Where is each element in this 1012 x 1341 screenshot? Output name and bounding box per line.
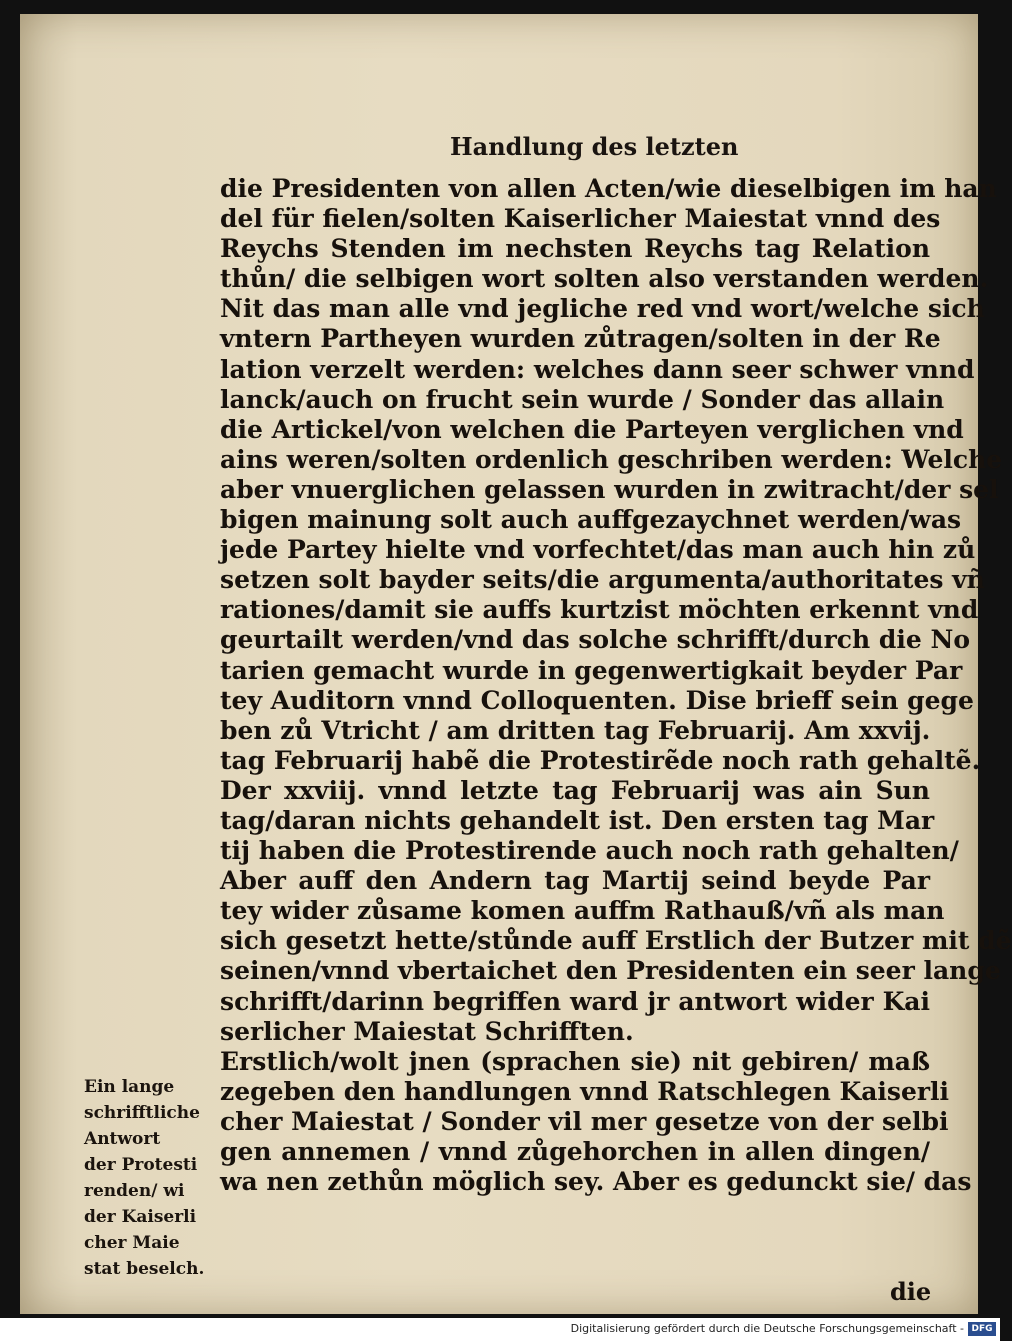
body-line: Der xxviij. vnnd letzte tag Februarij was ain Sun [220, 775, 930, 805]
body-line: seinen/vnnd vbertaichet den Presidenten ein seer lange [220, 956, 1001, 986]
body-text [220, 174, 1012, 1197]
catchword: die [890, 1277, 932, 1306]
margin-note-line: der Kaiserli [84, 1207, 197, 1227]
body-line: tag Februarij habẽ die Protestirẽde noch rath gehaltẽ. [220, 745, 981, 775]
margin-note-line: Antwort [84, 1129, 161, 1149]
body-line: rationes/damit sie auffs kurtzist möchten erkennt vnd [220, 595, 979, 625]
margin-note-line: schrifftliche [84, 1103, 200, 1123]
funding-notice: Digitalisierung gefördert durch die Deutsche Forschungsgemeinschaft - [570, 1322, 964, 1335]
body-line: lation verzelt werden: welches dann seer schwer vnnd [220, 354, 975, 384]
body-line: tij haben die Protestirende auch noch rath gehalten/ [220, 836, 959, 866]
margin-note-line: der Protesti [84, 1155, 198, 1175]
body-line: sich gesetzt hette/stůnde auff Erstlich der Butzer mit dẽ [220, 926, 1012, 956]
body-line: jede Partey hielte vnd vorfechtet/das man auch hin zů [220, 535, 976, 565]
body-line: tarien gemacht wurde in gegenwertigkait beyder Par [220, 655, 963, 685]
body-line: vntern Partheyen wurden zůtragen/solten in der Re [220, 324, 941, 354]
body-line: schrifft/darinn begriffen ward jr antwort wider Kai [220, 986, 930, 1016]
dfg-logo-icon: DFG [968, 1322, 996, 1336]
footer-bar [0, 1318, 1000, 1341]
body-line: aber vnuerglichen gelassen wurden in zwitracht/der sel [220, 474, 999, 504]
body-line: thůn/ die selbigen wort solten also verstanden werden. [220, 264, 989, 294]
book-page [20, 14, 1012, 1314]
body-line: bigen mainung solt auch auffgezaychnet werden/was [220, 505, 962, 535]
body-line: Aber auff den Andern tag Martij seind beyde Par [220, 866, 930, 896]
margin-note-line: cher Maie [84, 1233, 180, 1253]
body-line: Nit das man alle vnd jegliche red vnd wort/welche sich [220, 294, 985, 324]
body-line: Reychs Stenden im nechsten Reychs tag Relation [220, 234, 930, 264]
body-line: zegeben den handlungen vnnd Ratschlegen Kaiserli [220, 1076, 950, 1106]
body-line: die Artickel/von welchen die Parteyen verglichen vnd [220, 414, 964, 444]
margin-note [84, 1074, 219, 1282]
body-line: geurtailt werden/vnd das solche schrifft/durch die No [220, 625, 970, 655]
body-line: wa nen zethůn möglich sey. Aber es gedunckt sie/ das [220, 1167, 972, 1197]
body-line: del für fielen/solten Kaiserlicher Maiestat vnnd des [220, 204, 941, 234]
body-line: ben zů Vtricht / am dritten tag Februarij. Am xxvij. [220, 715, 931, 745]
body-line: gen annemen / vnnd zůgehorchen in allen dingen/ [220, 1137, 930, 1166]
running-head: Handlung des letzten [450, 132, 739, 161]
body-line: ains weren/solten ordenlich geschriben werden: Welche [220, 444, 1003, 474]
body-line: tey Auditorn vnnd Colloquenten. Dise brieff sein gege [220, 685, 974, 715]
body-line: lanck/auch on frucht sein wurde / Sonder das allain [220, 384, 945, 414]
body-line: tag/daran nichts gehandelt ist. Den ersten tag Mar [220, 805, 935, 835]
body-line: Erstlich/wolt jnen (sprachen sie) nit gebiren/ maß [220, 1046, 930, 1076]
body-line: setzen solt bayder seits/die argumenta/authoritates vñ [220, 565, 985, 595]
margin-note-line: stat beselch. [84, 1259, 205, 1279]
body-line: serlicher Maiestat Schrifften. [220, 1016, 634, 1046]
body-line: die Presidenten von allen Acten/wie dieselbigen im han [220, 174, 997, 203]
margin-note-line: renden/ wi [84, 1181, 185, 1201]
body-line: cher Maiestat / Sonder vil mer gesetze von der selbi [220, 1106, 949, 1136]
margin-note-line: Ein lange [84, 1077, 175, 1097]
body-line: tey wider zůsame komen auffm Rathauß/vñ als man [220, 896, 945, 926]
